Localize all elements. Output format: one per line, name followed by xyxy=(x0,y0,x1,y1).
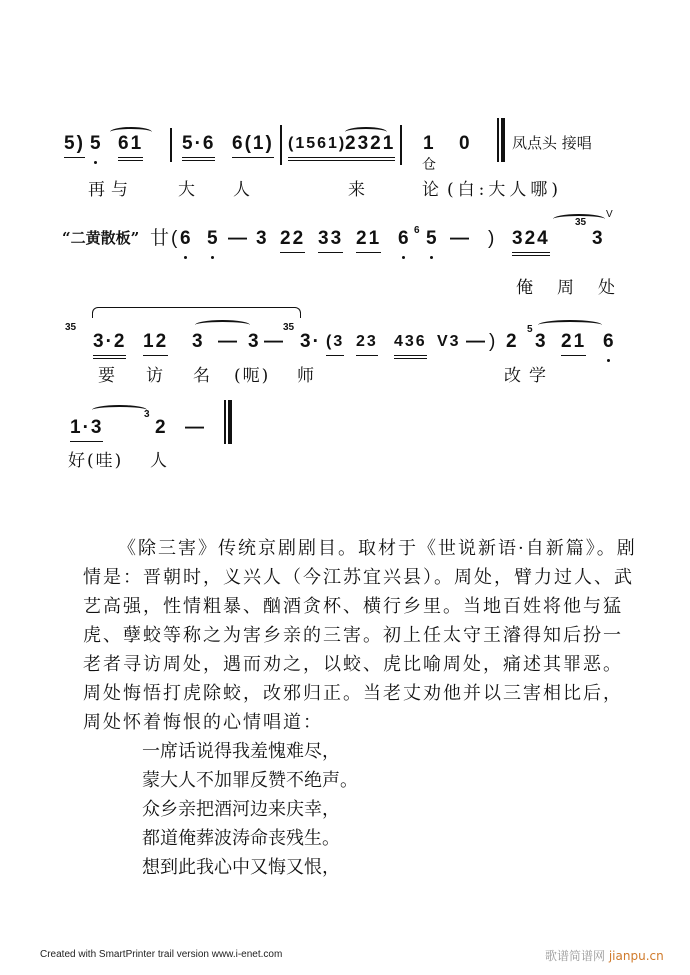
note: 1 xyxy=(423,133,436,154)
note: 436 xyxy=(394,331,427,359)
lyric: 好(哇) xyxy=(68,451,124,471)
lyric: 人 xyxy=(150,451,167,471)
lyric: 师 xyxy=(297,366,314,386)
slur xyxy=(538,320,602,330)
note: 3 xyxy=(535,331,548,352)
lyric-spoken: (白:大人哪) xyxy=(447,180,562,200)
paragraph-line: 情是：晋朝时，义兴人（今江苏宜兴县）。周处，臂力过人、武 xyxy=(83,567,634,588)
paragraph-line: 周处怀着悔恨的心情唱道： xyxy=(83,712,323,733)
grace-note: 35 xyxy=(65,322,77,333)
note: 2 xyxy=(155,417,168,438)
note: 33 xyxy=(318,228,343,253)
barline xyxy=(280,125,282,165)
lyric: 俺 xyxy=(516,278,533,298)
lyric: 再与 xyxy=(88,180,134,200)
note: 5) xyxy=(64,133,85,158)
poem-line: 众乡亲把酒河边来庆幸， xyxy=(142,799,340,820)
note: 23 xyxy=(356,331,378,356)
lyric: 大 xyxy=(178,180,195,200)
paragraph-line: 老者寻访周处，遇而劝之，以蛟、虎比喻周处，痛述其罪恶。 xyxy=(83,654,623,675)
dash: — xyxy=(450,228,471,249)
lyric: 来 xyxy=(348,180,365,200)
percussion-mark: 仓 xyxy=(422,157,436,173)
paragraph-line: 《除三害》传统京剧剧目。取材于《世说新语·自新篇》。剧 xyxy=(118,538,637,559)
poem-line: 一席话说得我羞愧难尽， xyxy=(142,741,340,762)
dash: — xyxy=(264,331,285,352)
breath-mark: V xyxy=(606,209,613,220)
final-barline xyxy=(224,400,232,444)
note: (3 xyxy=(326,331,344,356)
note: 3·2 xyxy=(93,331,126,359)
note: 12 xyxy=(143,331,168,356)
note: 3 xyxy=(192,331,205,352)
phrase-bracket xyxy=(92,307,301,318)
note: 324 xyxy=(512,228,550,256)
paragraph-line: 艺高强，性情粗暴、酗酒贪杯、横行乡里。当地百姓将他与猛 xyxy=(83,596,623,617)
note: 2321 xyxy=(345,133,395,161)
note: 2 xyxy=(506,331,519,352)
paren: ) xyxy=(489,331,498,352)
note: 3 xyxy=(248,331,261,352)
note: 3· xyxy=(300,331,321,352)
note: 21 xyxy=(561,331,586,356)
mode-label: “二黄散板” xyxy=(62,229,140,247)
note: 5 xyxy=(207,228,220,249)
lyric: 论 xyxy=(422,180,439,200)
poem-line: 想到此我心中又悔又恨， xyxy=(142,857,340,878)
watermark-en: jianpu.cn xyxy=(608,949,664,963)
grace-note: 5 xyxy=(527,324,533,335)
grace-note: 3 xyxy=(144,409,150,420)
note: 5 xyxy=(426,228,439,249)
tie xyxy=(195,320,250,330)
poem-line: 都道俺葬波涛命丧残生。 xyxy=(142,828,340,849)
note: (1561) xyxy=(288,133,346,161)
grace-note: 35 xyxy=(283,322,295,333)
barline xyxy=(170,128,172,162)
dash: — xyxy=(466,331,487,352)
note: 6 xyxy=(603,331,616,352)
grace-note: 6 xyxy=(414,225,420,236)
lyric: 改学 xyxy=(504,366,554,386)
paragraph-line: 周处悔悟打虎除蛟，改邪归正。当老丈劝他并以三害相比后， xyxy=(83,683,623,704)
note: 6(1) xyxy=(232,133,274,158)
double-barline xyxy=(497,118,505,162)
lyric: 访 xyxy=(146,366,163,386)
barline xyxy=(400,125,402,165)
note: 5·6 xyxy=(182,133,215,161)
dash: — xyxy=(228,228,249,249)
grace-note: 35 xyxy=(575,217,587,228)
lyric: 人 xyxy=(233,180,250,200)
note: 5 xyxy=(90,133,103,154)
footer-credit: Created with SmartPrinter trail version www.i-enet.com xyxy=(40,949,283,960)
dash: — xyxy=(185,417,206,438)
lyric: (呃) xyxy=(234,366,271,386)
lyric: 要 xyxy=(98,366,115,386)
lyric: 周 xyxy=(557,278,574,298)
note: 22 xyxy=(280,228,305,253)
free-meter-mark: 廿( xyxy=(150,228,180,249)
lyric: 名 xyxy=(193,366,210,386)
paragraph-line: 虎、孽蛟等称之为害乡亲的三害。初上任太守王濬得知后扮一 xyxy=(83,625,623,646)
note: 21 xyxy=(356,228,381,253)
note: V3 xyxy=(437,333,461,350)
note: 0 xyxy=(459,133,472,154)
watermark xyxy=(545,947,664,964)
slur xyxy=(92,405,147,415)
note: 6 xyxy=(180,228,193,249)
dash: — xyxy=(218,331,239,352)
note: 3 xyxy=(592,228,605,249)
note: 6 xyxy=(398,228,411,249)
note: 3 xyxy=(256,228,269,249)
note: 1·3 xyxy=(70,417,103,442)
paren: ) xyxy=(488,228,497,249)
annotation: 凤点头 接唱 xyxy=(512,134,592,152)
watermark-cn: 歌谱简谱网 xyxy=(545,949,606,963)
poem-line: 蒙大人不加罪反赞不绝声。 xyxy=(142,770,358,791)
lyric: 处 xyxy=(598,278,615,298)
note: 61 xyxy=(118,133,143,161)
